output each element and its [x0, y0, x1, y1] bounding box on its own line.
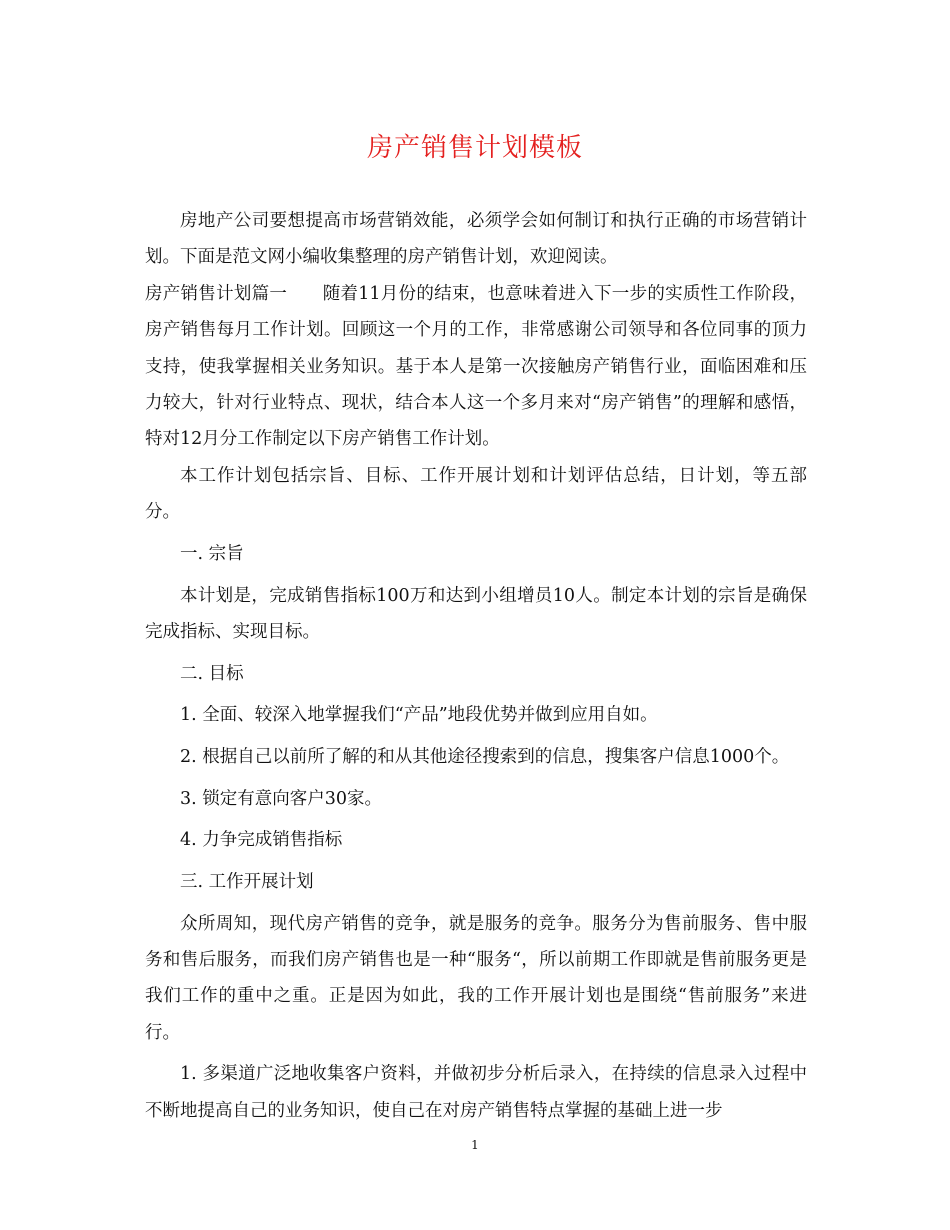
goal-item-3: 3. 锁定有意向客户30家。: [180, 788, 383, 809]
service-paragraph: 众所周知，现代房产销售的竞争，就是服务的竞争。服务分为售前服务、售中服务和售后服务，而我们房产销售也是一种“服务“，所以前期工作即就是售前服务更是我们工作的重中之重。正是因为如此，我的工作开展计划也是围绕“售前服务”来进行。: [145, 913, 807, 1043]
plan-section-one-paragraph: 房产销售计划篇一 随着11月份的结束，也意味着进入下一步的实质性工作阶段，房产销售每月工作计划。回顾这一个月的工作，非常感谢公司领导和各位同事的顶力支持，使我掌握相关业务知识。基于本人是第一次接触房产销售行业，面临困难和压力较大，针对行业特点、现状，结合本人这一个多月来对“房产销售”的理解和感悟，特对12月分工作制定以下房产销售工作计划。: [145, 283, 807, 450]
goal-item-4: 4. 力争完成销售指标: [180, 830, 343, 851]
goal-item-1: 1. 全面、较深入地掌握我们“产品”地段优势并做到应用自如。: [180, 705, 658, 726]
purpose-paragraph: 本计划是，完成销售指标100万和达到小组增员10人。制定本计划的宗旨是确保完成指标、实现目标。: [145, 585, 807, 642]
section-heading-work-plan: 三. 工作开展计划: [180, 871, 314, 892]
section-heading-goals: 二. 目标: [180, 663, 244, 684]
work-plan-item-1: 1. 多渠道广泛地收集客户资料，并做初步分析后录入，在持续的信息录入过程中不断地提高自己的业务知识，使自己在对房产销售特点掌握的基础上进一步: [145, 1064, 807, 1121]
goal-item-2: 2. 根据自己以前所了解的和从其他途径搜索到的信息，搜集客户信息1000个。: [180, 746, 790, 767]
document-body: [145, 203, 807, 1129]
page-number: 1: [471, 1138, 479, 1152]
plan-scope-paragraph: 本工作计划包括宗旨、目标、工作开展计划和计划评估总结，日计划，等五部分。: [145, 465, 807, 523]
document-title: 房产销售计划模板: [366, 133, 583, 163]
intro-paragraph: 房地产公司要想提高市场营销效能，必须学会如何制订和执行正确的市场营销计划。下面是范文网小编收集整理的房产销售计划，欢迎阅读。: [145, 211, 807, 268]
section-heading-purpose: 一. 宗旨: [180, 543, 244, 564]
